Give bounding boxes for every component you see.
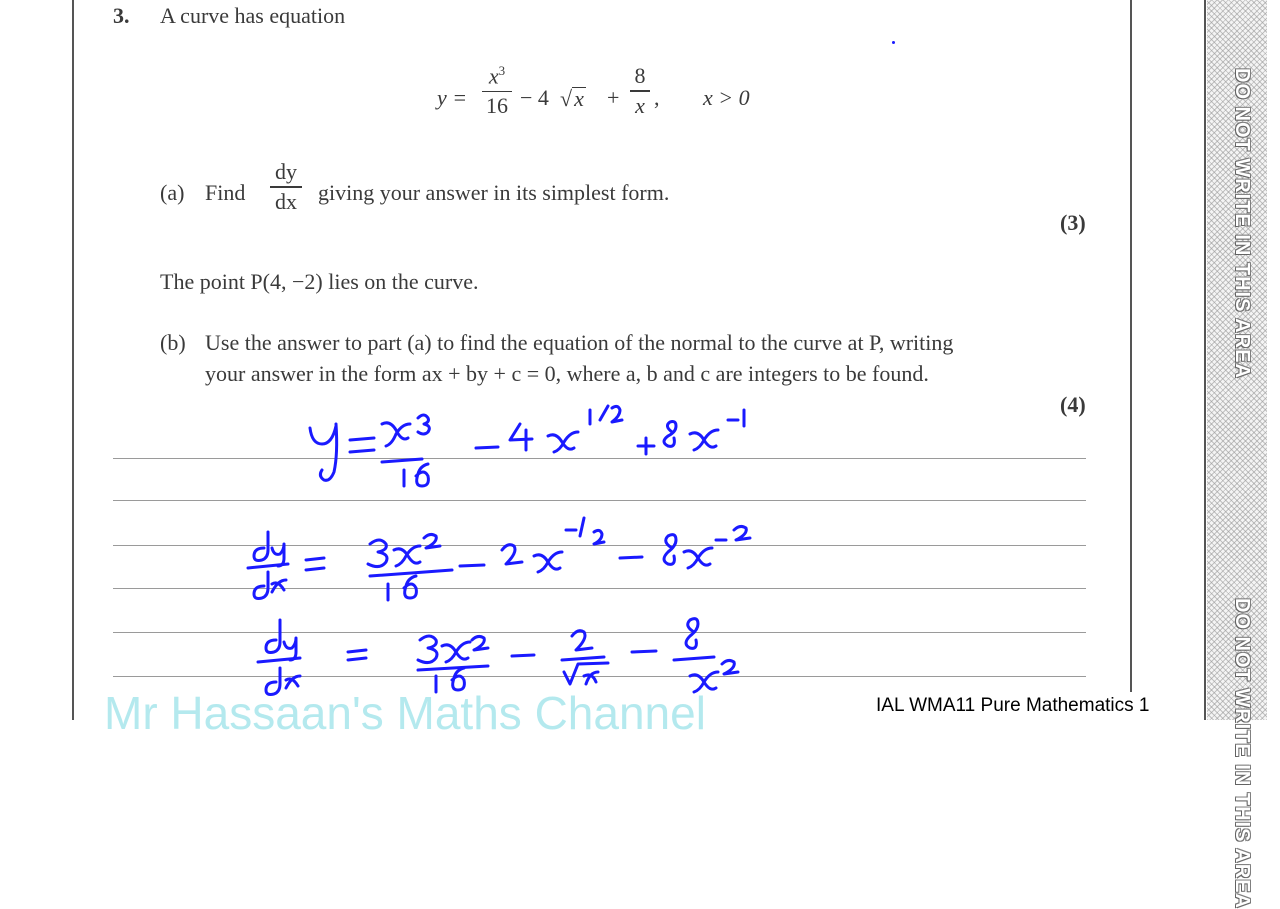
handwriting-line-3 [258,619,738,695]
equation-condition: x > 0 [703,85,750,110]
equation-term-2: − 4 [520,85,549,110]
derivative-dy-dx: dy dx [270,160,302,214]
fraction-x3-over-16: $x^3$ 16 [482,64,512,118]
part-b-line-2: your answer in the form ax + by + c = 0, where a, b and c are integers to be found. [205,361,929,386]
sqrt-term: √x [560,86,584,111]
question-intro: A curve has equation [160,3,346,28]
part-b-marks: (4) [1060,392,1086,417]
part-a-text: giving your answer in its simplest form. [318,180,670,205]
channel-watermark: Mr Hassaan's Maths Channel [104,687,706,739]
part-a-marks: (3) [1060,210,1086,235]
point-statement: The point P(4, −2) lies on the curve. [160,269,479,294]
part-b-label: (b) [160,330,186,355]
equation-lhs: y = [437,85,468,110]
handwriting-line-1 [310,406,744,486]
question-number: 3. [113,3,130,28]
equation-plus: + [607,85,620,110]
handwriting-line-2 [248,518,750,600]
fraction-8-over-x: 8 x [630,64,650,118]
equation-comma: , [654,85,660,110]
margin-warning-bottom: DO NOT WRITE IN THIS AREA [1231,598,1253,909]
part-a-label: (a) [160,180,185,205]
part-a-find: Find [205,180,246,205]
margin-warning-top: DO NOT WRITE IN THIS AREA [1231,68,1253,379]
part-b-line-1: Use the answer to part (a) to find the equation of the normal to the curve at P, writing [205,330,954,355]
exam-caption: IAL WMA11 Pure Mathematics 1 [866,692,1182,720]
